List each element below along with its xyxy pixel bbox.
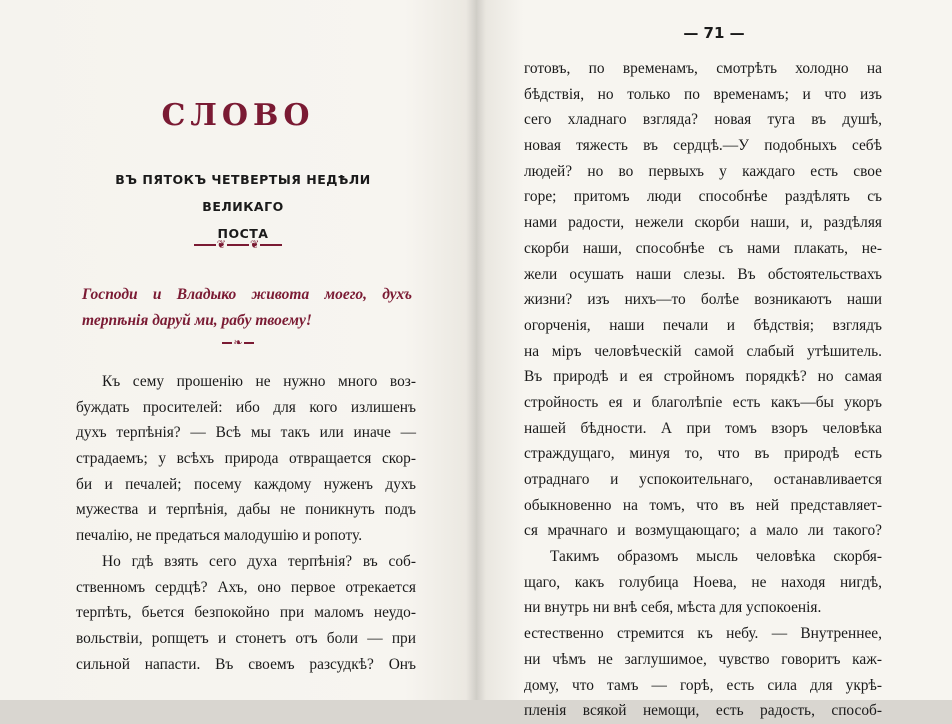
text-line: ни внутрь ни внѣ себя, мѣста для успокоенія. bbox=[524, 599, 822, 617]
text-line: новая тяжесть въ сердцѣ.—У подобныхъ себѣ bbox=[524, 137, 882, 155]
text-line: вольствіи, ропщетъ и стонетъ отъ боли — при bbox=[76, 629, 416, 647]
text-line: би и печалей; посему каждому нуженъ духъ bbox=[76, 475, 416, 493]
left-page bbox=[0, 0, 476, 700]
text-line: естественно стремится къ небу. — Внутреннее, bbox=[524, 625, 882, 643]
book-gutter bbox=[466, 0, 486, 700]
text-line: людей? но во первыхъ у каждаго есть свое bbox=[524, 162, 882, 180]
text-line: страдаемъ; у всѣхъ природа отвращается скор- bbox=[76, 450, 416, 468]
ornament-divider-bottom: ❧ bbox=[0, 336, 476, 350]
text-line: ственномъ сердцѣ? Ахъ, оно первое отрекается bbox=[76, 578, 416, 596]
text-line: жизни? изъ нихъ—то болѣе возникаютъ наши bbox=[524, 291, 882, 309]
epigraph-line: терпѣнія даруй ми, рабу твоему! bbox=[82, 311, 312, 329]
text-line: дому, что тамъ — горѣ, есть сила для укрѣ- bbox=[524, 676, 882, 694]
page-number: — 71 — bbox=[683, 24, 745, 42]
sermon-title: СЛОВО bbox=[161, 98, 315, 133]
text-line: Такимъ образомъ мысль человѣка скорбя- bbox=[550, 548, 882, 566]
text-line: ся мрачнаго и возмущающаго; а мало ли такого? bbox=[524, 522, 882, 540]
text-line: ни чѣмъ не заглушимое, чувство говоритъ каж- bbox=[524, 650, 882, 668]
epigraph-line: Господи и Владыко живота моего, духъ bbox=[82, 286, 412, 303]
text-line: мужества и терпѣнія, дабы не поникнуть подъ bbox=[76, 501, 416, 519]
text-line: пленія всякой немощи, есть радость, способ- bbox=[524, 702, 882, 720]
text-line: терпѣть, бьется безпокойно при маломъ неудо- bbox=[76, 604, 416, 622]
text-line: бѣдствія, но только по временамъ; и что изъ bbox=[524, 85, 882, 103]
text-line: сильной напасти. Въ своемъ разсудкѣ? Онъ bbox=[76, 655, 416, 673]
ornament-divider-top: ❦ ❦ bbox=[0, 238, 476, 252]
bleed-through-text bbox=[62, 28, 422, 54]
text-line: горе; притомъ люди способнѣе раздѣлять съ bbox=[524, 188, 882, 206]
text-line: обыкновенно на томъ, что въ ней представляет- bbox=[524, 496, 882, 514]
text-line: Въ природѣ и ея стройномъ порядкѣ? но самая bbox=[524, 368, 882, 386]
text-line: щаго, какъ голубица Ноева, не находя нигдѣ, bbox=[524, 573, 882, 591]
text-line: нашей бѣдности. А при томъ взоръ человѣка bbox=[524, 419, 882, 437]
right-body-text bbox=[524, 56, 882, 724]
text-line: страждущаго, минуя то, что въ природѣ есть bbox=[524, 445, 882, 463]
text-line: сего хладнаго взгляда? новая туга въ душѣ, bbox=[524, 111, 882, 129]
text-line: духъ терпѣнія? — Всѣ мы такъ или иначе — bbox=[76, 424, 416, 442]
subtitle-line: ПОСТА bbox=[217, 226, 269, 241]
text-line: огорченія, наши печали и бѣдствія; взглядъ bbox=[524, 316, 882, 334]
text-line: Къ сему прошенію не нужно много воз- bbox=[102, 373, 416, 390]
text-line: нами радости, нежели скорби наши, и, раздѣляя bbox=[524, 214, 882, 232]
text-line: на міръ человѣческій самой слабый утѣшитель. bbox=[524, 342, 882, 360]
text-line: стройность ея и благолѣпіе есть какъ—бы укоръ bbox=[524, 393, 882, 411]
text-line: жели осушать наши слезы. Въ обстоятельствахъ bbox=[524, 265, 882, 283]
epigraph bbox=[82, 282, 412, 333]
sermon-subtitle bbox=[78, 166, 408, 247]
left-body-text bbox=[76, 369, 416, 677]
text-line: скорби наши, способнѣе съ нами плакать, не- bbox=[524, 239, 882, 257]
subtitle-line: ВЪ ПЯТОКЪ ЧЕТВЕРТЫЯ НЕДѢЛИ ВЕЛИКАГО bbox=[115, 172, 371, 214]
right-page bbox=[476, 0, 952, 720]
text-line: готовъ, по временамъ, смотрѣть холодно на bbox=[524, 60, 882, 77]
text-line: печалію, не предаться малодушію и ропоту. bbox=[76, 527, 363, 545]
text-line: Но гдѣ взять сего духа терпѣнія? въ соб- bbox=[102, 552, 416, 570]
text-line: отраднаго и успокоительнаго, останавливается bbox=[524, 471, 882, 488]
text-line: буждать просителей: ибо для кого излишенъ bbox=[76, 398, 416, 416]
